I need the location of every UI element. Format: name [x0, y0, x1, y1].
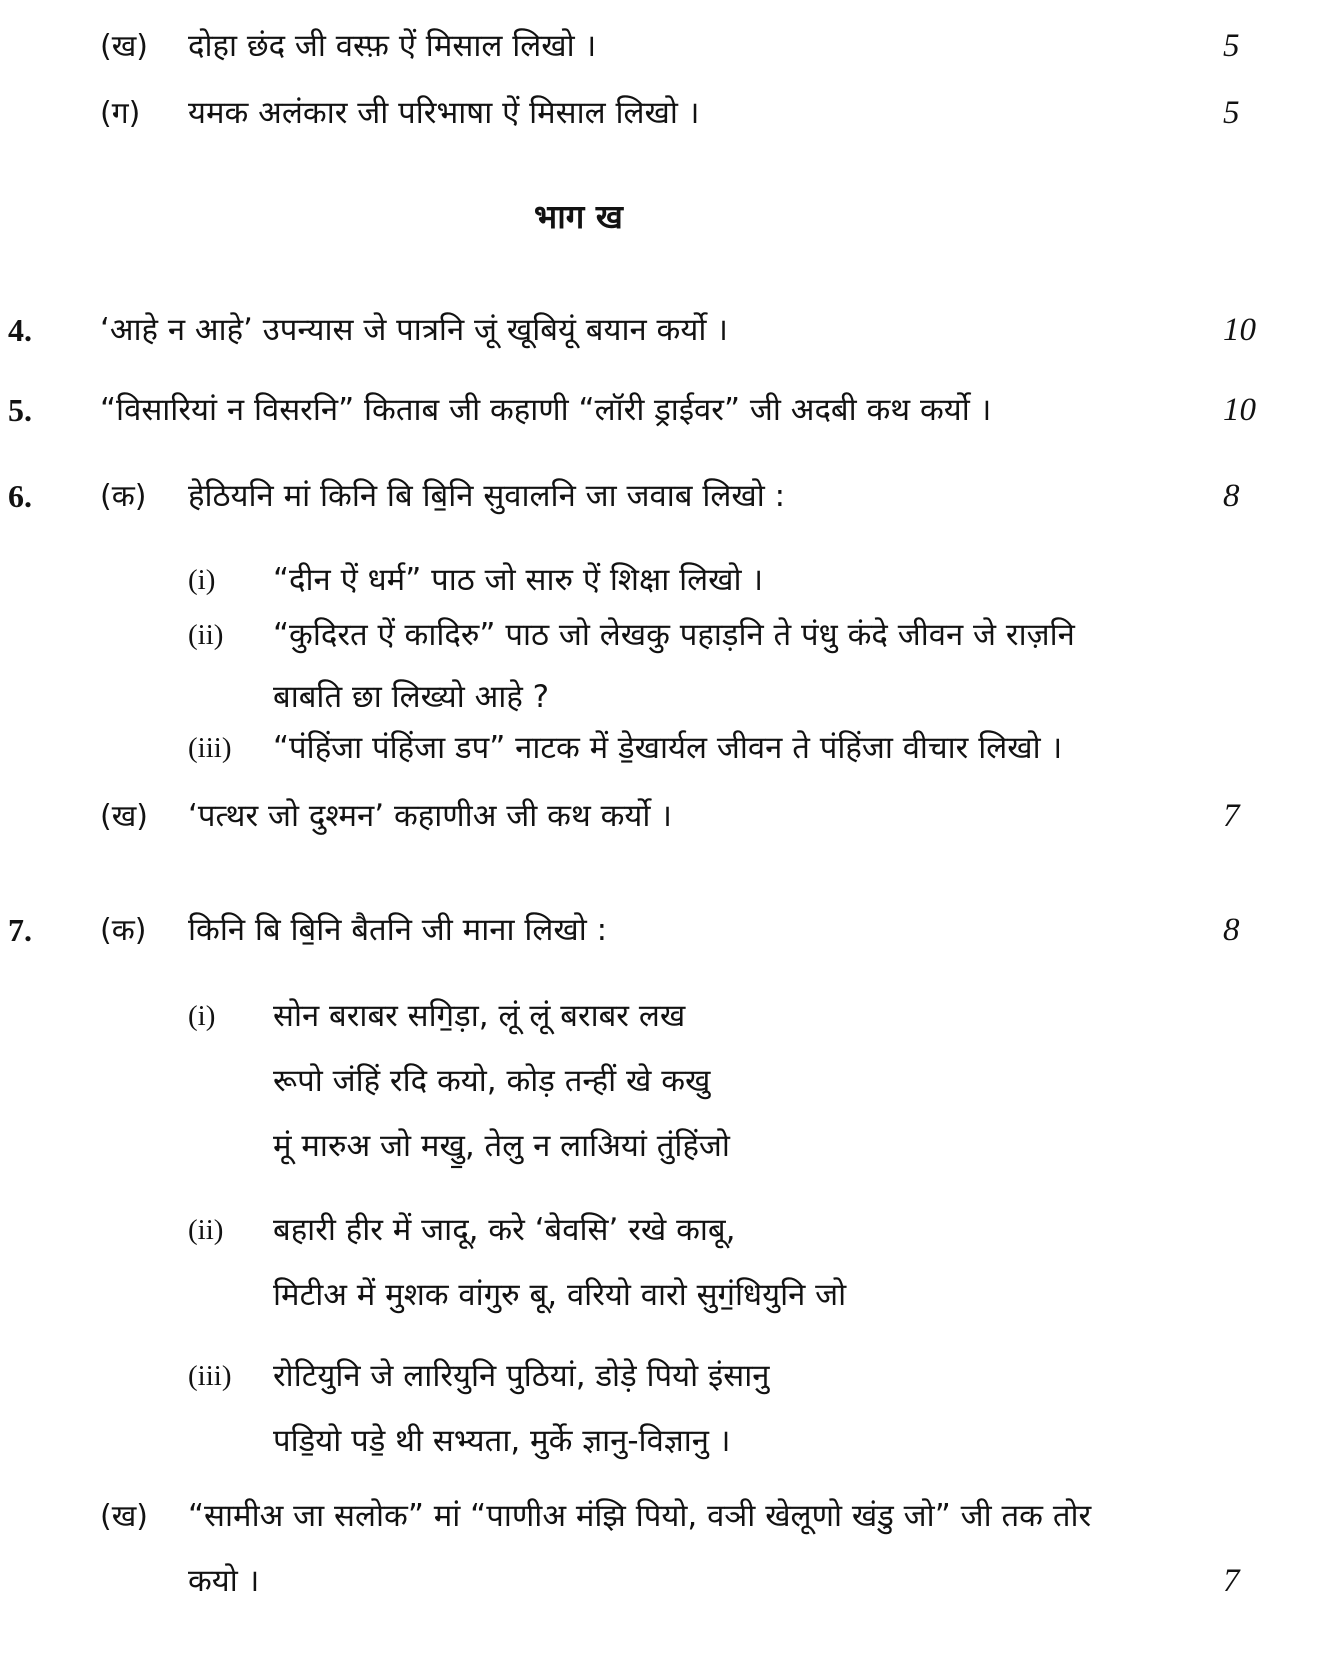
question-row-7a-ii [0, 1198, 1323, 1328]
question-row-6a [0, 464, 1323, 529]
question-row-7b [0, 1484, 1323, 1614]
question-text [188, 1484, 1223, 1614]
verse-line: बहारी हीर में जादू, करे ‘बेवसि’ रखे काबू, [273, 1212, 736, 1248]
part-label: (क) [100, 479, 147, 514]
question-number: 6. [8, 478, 32, 514]
question-row-kha [0, 14, 1323, 79]
question-row-ga [0, 81, 1323, 146]
text-line: बाबति छा लिख्यो आहे ? [273, 679, 550, 715]
verse-text [273, 1344, 1223, 1474]
question-text: ‘आहे न आहे’ उपन्यास जे पात्रनि जूं खूबियूं बयान कर्यो । [100, 312, 728, 348]
verse-line: रूपो जंहिं रदि कयो, कोड़ तन्हीं खे कखु [273, 1063, 711, 1099]
sub-question-label: (i) [188, 564, 216, 596]
question-number: 4. [8, 312, 32, 348]
question-text: हेठियनि मां किनि बि बि॒नि सुवालनि जा जवाब लिखो : [188, 478, 786, 514]
sub-question-text [273, 604, 1223, 728]
question-row-6a-ii [0, 604, 1323, 728]
question-text: यमक अलंकार जी परिभाषा ऐं मिसाल लिखो । [188, 95, 700, 131]
question-row-4 [0, 298, 1323, 363]
sub-question-text [273, 716, 1223, 781]
marks-value: 8 [1223, 912, 1240, 948]
question-text: “विसारियां न विसरनि” किताब जी कहाणी “लॉरी ड्राईवर” जी अदबी कथ कर्यो । [100, 392, 992, 428]
section-heading: भाग ख [534, 197, 623, 236]
part-label: (ख) [100, 29, 148, 64]
part-label: (ग) [100, 96, 141, 131]
part-label: (ख) [100, 799, 148, 834]
question-row-6a-iii [0, 716, 1323, 781]
question-number: 5. [8, 392, 32, 428]
verse-line: मूं मारुअ जो मखु॒, तेलु न लाअियां तुंहिंजो [273, 1128, 730, 1164]
sub-question-label: (ii) [188, 619, 224, 651]
verse-line: पडि॒यो पडे॒ थी सभ्यता, मुर्के ज्ञानु-विज्ञानु । [273, 1423, 731, 1459]
marks-value: 10 [1223, 392, 1256, 428]
question-row-5 [0, 378, 1323, 443]
marks-value: 10 [1223, 312, 1256, 348]
marks-value: 7 [1223, 1563, 1240, 1599]
part-label: (क) [100, 913, 147, 948]
text-line: कयो । [188, 1563, 260, 1599]
part-label: (ख) [100, 1499, 148, 1534]
text-line: “पंहिंजा पंहिंजा डप” नाटक में डे॒खार्यल जीवन ते पंहिंजा वीचार लिखो । [273, 730, 1063, 766]
sub-question-label: (iii) [188, 1360, 232, 1392]
verse-line: सोन बराबर सगि॒ड़ा, लूं लूं बराबर लख [273, 998, 686, 1034]
sub-question-label: (i) [188, 1000, 216, 1032]
question-row-7a [0, 898, 1323, 963]
verse-line: मिटीअ में मुशक वांगुरु बू, वरियो वारो सुगं॒धियुनि जो [273, 1277, 847, 1313]
text-line: “सामीअ जा सलोक” मां “पाणीअ मंझि पियो, वञी खेलूणो खंडु जो” जी तक तोर [188, 1498, 1092, 1534]
question-row-7a-i [0, 984, 1323, 1179]
question-text: किनि बि बि॒नि बैतनि जी माना लिखो : [188, 912, 608, 948]
marks-value: 5 [1223, 28, 1240, 64]
question-text: ‘पत्थर जो दुश्मन’ कहाणीअ जी कथ कर्यो । [188, 798, 673, 834]
sub-question-label: (iii) [188, 732, 232, 764]
verse-text [273, 984, 1223, 1179]
question-row-6b [0, 784, 1323, 849]
marks-value: 5 [1223, 95, 1240, 131]
question-text: दोहा छंद जी वस्फ़ ऐं मिसाल लिखो । [188, 28, 597, 64]
text-line: “कुदिरत ऐं कादिरु” पाठ जो लेखकु पहाड़नि ते पंधु कंदे जीवन जे राज़नि [273, 617, 1075, 653]
marks-value: 8 [1223, 478, 1240, 514]
verse-line: रोटियुनि जे लारियुनि पुठियां, डोड़े पियो इंसानु [273, 1358, 770, 1394]
verse-text [273, 1198, 1223, 1328]
text-line: “दीन ऐं धर्म” पाठ जो सारु ऐं शिक्षा लिखो । [273, 562, 764, 598]
marks-value: 7 [1223, 798, 1240, 834]
question-row-7a-iii [0, 1344, 1323, 1474]
question-number: 7. [8, 912, 32, 948]
sub-question-label: (ii) [188, 1214, 224, 1246]
